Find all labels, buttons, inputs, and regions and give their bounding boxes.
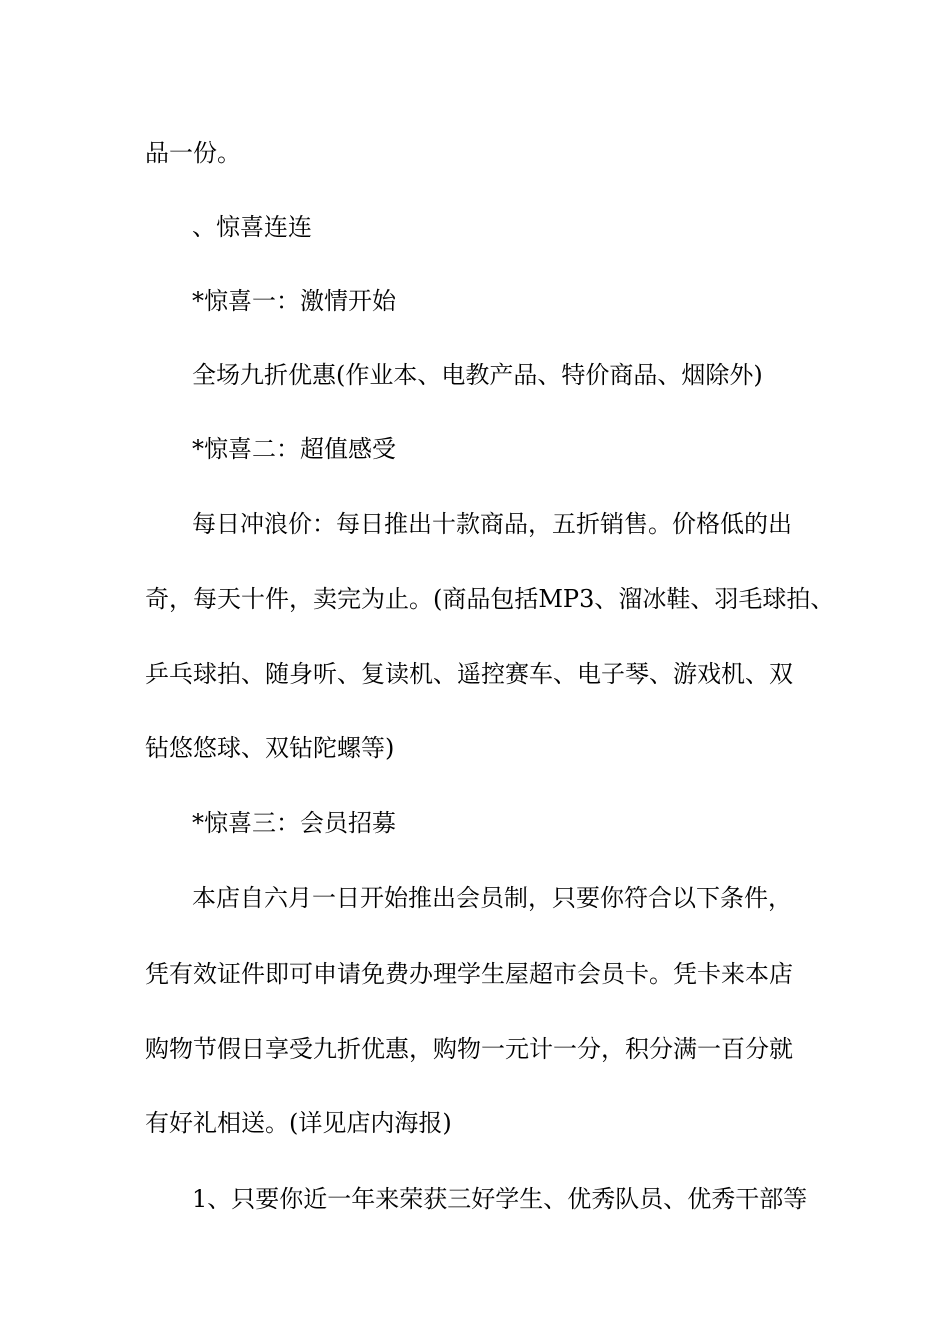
text-line-8: 乒乓球拍、随身听、复读机、遥控赛车、电子琴、游戏机、双 — [145, 660, 793, 688]
text-line-6: 每日冲浪价：每日推出十款商品，五折销售。价格低的出 — [192, 510, 792, 538]
text-line-1: 品一份。 — [145, 139, 241, 167]
text-line-14: 有好礼相送。(详见店内海报) — [145, 1109, 452, 1137]
text-line-4: 全场九折优惠(作业本、电教产品、特价商品、烟除外) — [192, 361, 763, 389]
text-line-7: 奇，每天十件，卖完为止。(商品包括MP3、溜冰鞋、羽毛球拍、 — [145, 585, 835, 613]
text-line-13: 购物节假日享受九折优惠，购物一元计一分，积分满一百分就 — [145, 1035, 793, 1063]
text-line-15: 1、只要你近一年来荣获三好学生、优秀队员、优秀干部等 — [192, 1185, 808, 1213]
subheading-surprise-3: *惊喜三：会员招募 — [192, 809, 396, 837]
text-line-9: 钻悠悠球、双钻陀螺等) — [145, 734, 395, 762]
text-line-11: 本店自六月一日开始推出会员制，只要你符合以下条件， — [192, 884, 792, 912]
subheading-surprise-1: *惊喜一：激情开始 — [192, 287, 396, 315]
section-heading: 、惊喜连连 — [192, 213, 312, 241]
subheading-surprise-2: *惊喜二：超值感受 — [192, 435, 396, 463]
text-line-12: 凭有效证件即可申请免费办理学生屋超市会员卡。凭卡来本店 — [145, 960, 793, 988]
